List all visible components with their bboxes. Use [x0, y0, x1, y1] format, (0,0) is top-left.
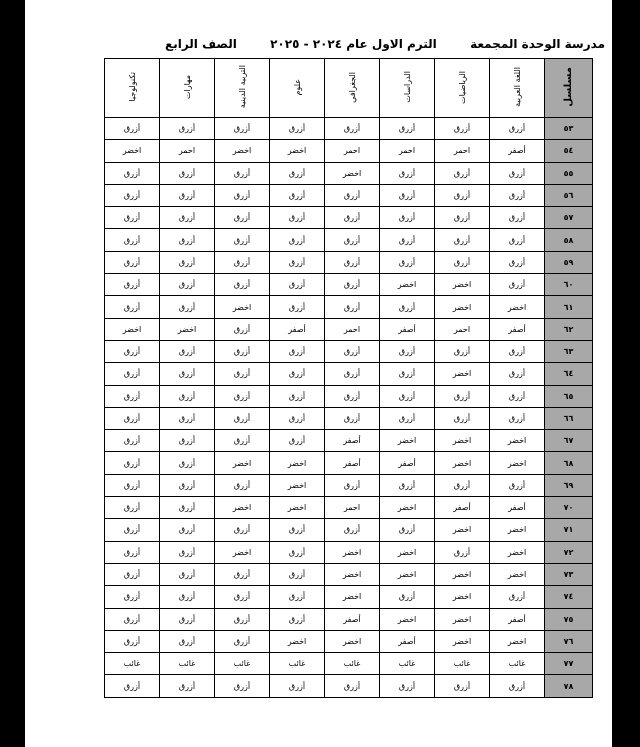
grade-cell: أزرق — [215, 363, 270, 385]
table-row — [105, 229, 593, 251]
grade-cell: اخضر — [490, 519, 545, 541]
grade-cell: أزرق — [380, 675, 435, 697]
grade-cell: أزرق — [105, 497, 160, 519]
grade-cell: أزرق — [490, 407, 545, 429]
table-row — [105, 296, 593, 318]
grade-cell: أزرق — [160, 385, 215, 407]
grade-cell: أزرق — [325, 407, 380, 429]
grade-cell: أزرق — [380, 474, 435, 496]
grade-cell: احمر — [435, 140, 490, 162]
grade-cell: اخضر — [380, 274, 435, 296]
grade-cell: غائب — [380, 653, 435, 675]
grade-cell: أزرق — [435, 162, 490, 184]
grade-cell: أزرق — [215, 318, 270, 340]
table-row — [105, 162, 593, 184]
grade-cell: أزرق — [270, 118, 325, 140]
grade-cell: أزرق — [215, 340, 270, 362]
grade-cell: أزرق — [380, 363, 435, 385]
grade-cell: اخضر — [490, 296, 545, 318]
grade-cell: اخضر — [325, 162, 380, 184]
column-header-label: مهارات — [182, 74, 192, 100]
grade-cell: اخضر — [215, 452, 270, 474]
grade-cell: أصفر — [435, 497, 490, 519]
table-row — [105, 140, 593, 162]
grade-cell: أزرق — [435, 541, 490, 563]
grade-cell: احمر — [380, 140, 435, 162]
serial-cell: ٦٥ — [545, 385, 593, 407]
grade-cell: اخضر — [435, 274, 490, 296]
grade-cell: غائب — [105, 653, 160, 675]
grade-cell: اخضر — [435, 630, 490, 652]
grade-cell: أزرق — [160, 563, 215, 585]
grade-cell: اخضر — [435, 586, 490, 608]
serial-cell: ٥٤ — [545, 140, 593, 162]
grade-cell: أزرق — [105, 118, 160, 140]
table-row — [105, 118, 593, 140]
table-row — [105, 207, 593, 229]
grade-cell: أزرق — [105, 608, 160, 630]
grade-cell: اخضر — [490, 541, 545, 563]
grade-cell: أزرق — [490, 229, 545, 251]
grade-cell: احمر — [435, 318, 490, 340]
grade-label: الصف الرابع — [165, 37, 237, 51]
grade-cell: اخضر — [270, 474, 325, 496]
grade-cell: أصفر — [380, 452, 435, 474]
grade-cell: أزرق — [105, 274, 160, 296]
grade-cell: اخضر — [435, 563, 490, 585]
grade-cell: أزرق — [105, 363, 160, 385]
grade-cell: أزرق — [380, 296, 435, 318]
column-header — [105, 59, 160, 118]
column-header — [380, 59, 435, 118]
grade-cell: أزرق — [215, 608, 270, 630]
grade-cell: أزرق — [435, 407, 490, 429]
serial-cell: ٧٣ — [545, 563, 593, 585]
grade-cell: اخضر — [380, 497, 435, 519]
grade-cell: أزرق — [325, 675, 380, 697]
column-header — [435, 59, 490, 118]
grade-cell: أزرق — [160, 184, 215, 206]
grade-cell: غائب — [215, 653, 270, 675]
grade-cell: أزرق — [270, 184, 325, 206]
column-header — [160, 59, 215, 118]
table-row — [105, 251, 593, 273]
grade-cell: أزرق — [215, 474, 270, 496]
column-header — [270, 59, 325, 118]
term-label: الترم الاول عام ٢٠٢٤ - ٢٠٢٥ — [270, 37, 437, 51]
grade-cell: أزرق — [435, 251, 490, 273]
grade-cell: أزرق — [325, 340, 380, 362]
grade-cell: أصفر — [325, 452, 380, 474]
serial-cell: ٦٤ — [545, 363, 593, 385]
serial-cell: ٥٦ — [545, 184, 593, 206]
grade-cell: أزرق — [105, 162, 160, 184]
grade-cell: أصفر — [270, 318, 325, 340]
grade-cell: أزرق — [490, 340, 545, 362]
grade-cell: أزرق — [105, 296, 160, 318]
grade-cell: أزرق — [160, 586, 215, 608]
grade-cell: أزرق — [325, 296, 380, 318]
grade-cell: أزرق — [160, 207, 215, 229]
grade-cell: أزرق — [380, 407, 435, 429]
grade-cell: أزرق — [380, 207, 435, 229]
grade-cell: أزرق — [325, 251, 380, 273]
grade-cell: أزرق — [325, 385, 380, 407]
grade-cell: أزرق — [435, 385, 490, 407]
grade-cell: غائب — [435, 653, 490, 675]
serial-cell: ٥٣ — [545, 118, 593, 140]
grade-cell: أزرق — [270, 251, 325, 273]
grade-cell: أزرق — [160, 430, 215, 452]
table-row — [105, 274, 593, 296]
grade-cell: اخضر — [435, 430, 490, 452]
serial-cell: ٦١ — [545, 296, 593, 318]
grade-cell: اخضر — [215, 140, 270, 162]
grade-cell: أزرق — [325, 519, 380, 541]
grade-cell: أزرق — [160, 407, 215, 429]
column-header — [490, 59, 545, 118]
grade-cell: اخضر — [270, 452, 325, 474]
column-header-label: التربية الدينية — [237, 65, 247, 109]
table-row — [105, 541, 593, 563]
table-row — [105, 340, 593, 362]
grade-cell: أزرق — [270, 340, 325, 362]
grades-table — [104, 58, 593, 698]
grade-cell: اخضر — [435, 363, 490, 385]
table-row — [105, 184, 593, 206]
grade-cell: أزرق — [380, 385, 435, 407]
grade-cell: اخضر — [490, 430, 545, 452]
grade-cell: غائب — [160, 653, 215, 675]
grade-cell: أزرق — [160, 541, 215, 563]
grade-cell: أزرق — [270, 586, 325, 608]
grade-cell: أزرق — [435, 675, 490, 697]
grade-cell: أزرق — [105, 385, 160, 407]
table-row — [105, 318, 593, 340]
grade-cell: أزرق — [490, 586, 545, 608]
grade-cell: اخضر — [325, 563, 380, 585]
grade-cell: أزرق — [105, 229, 160, 251]
column-header — [545, 59, 593, 118]
grade-cell: أزرق — [270, 675, 325, 697]
grade-cell: اخضر — [325, 586, 380, 608]
serial-cell: ٥٩ — [545, 251, 593, 273]
grade-cell: اخضر — [490, 452, 545, 474]
grade-cell: أزرق — [270, 162, 325, 184]
grade-cell: اخضر — [215, 296, 270, 318]
grade-cell: أزرق — [270, 229, 325, 251]
table-header-row — [105, 59, 593, 118]
grade-cell: أزرق — [490, 675, 545, 697]
grade-cell: أزرق — [215, 118, 270, 140]
serial-cell: ٧٨ — [545, 675, 593, 697]
grade-cell: أزرق — [105, 407, 160, 429]
grade-cell: اخضر — [380, 541, 435, 563]
grade-cell: أزرق — [490, 162, 545, 184]
grade-cell: أزرق — [105, 586, 160, 608]
table-row — [105, 363, 593, 385]
grade-cell: اخضر — [435, 608, 490, 630]
serial-cell: ٧٠ — [545, 497, 593, 519]
grade-cell: أزرق — [160, 497, 215, 519]
grade-cell: اخضر — [435, 296, 490, 318]
grade-cell: اخضر — [435, 452, 490, 474]
grade-cell: أزرق — [215, 184, 270, 206]
grade-cell: أزرق — [105, 207, 160, 229]
grade-cell: أزرق — [160, 608, 215, 630]
serial-cell: ٦٣ — [545, 340, 593, 362]
grade-cell: احمر — [160, 140, 215, 162]
grade-cell: أزرق — [160, 452, 215, 474]
grade-cell: أزرق — [380, 184, 435, 206]
table-row — [105, 474, 593, 496]
grade-cell: اخضر — [380, 563, 435, 585]
serial-cell: ٦٩ — [545, 474, 593, 496]
grade-cell: اخضر — [270, 497, 325, 519]
grade-cell: أزرق — [380, 229, 435, 251]
grade-cell: اخضر — [215, 541, 270, 563]
grade-cell: اخضر — [435, 519, 490, 541]
grade-cell: أزرق — [380, 118, 435, 140]
grade-cell: اخضر — [325, 630, 380, 652]
table-row — [105, 407, 593, 429]
grade-cell: أزرق — [325, 229, 380, 251]
grade-cell: أزرق — [380, 586, 435, 608]
table-row — [105, 385, 593, 407]
grade-cell: أزرق — [490, 184, 545, 206]
grade-cell: اخضر — [215, 497, 270, 519]
grade-cell: أزرق — [160, 474, 215, 496]
grade-cell: أزرق — [270, 563, 325, 585]
grade-cell: أزرق — [325, 118, 380, 140]
grade-cell: أزرق — [215, 630, 270, 652]
grade-cell: أزرق — [215, 563, 270, 585]
grade-cell: أزرق — [105, 474, 160, 496]
grade-cell: أزرق — [105, 430, 160, 452]
grade-cell: أصفر — [490, 318, 545, 340]
grade-cell: أصفر — [380, 630, 435, 652]
serial-cell: ٧٤ — [545, 586, 593, 608]
grade-cell: أزرق — [270, 274, 325, 296]
grade-cell: أزرق — [160, 274, 215, 296]
table-row — [105, 586, 593, 608]
grade-cell: احمر — [325, 497, 380, 519]
column-header — [325, 59, 380, 118]
column-header-label: اللغة العربية — [512, 67, 522, 107]
grade-cell: أزرق — [325, 207, 380, 229]
grade-cell: أزرق — [270, 541, 325, 563]
grade-cell: احمر — [325, 318, 380, 340]
grade-cell: أزرق — [215, 251, 270, 273]
grade-cell: أزرق — [105, 541, 160, 563]
grade-cell: اخضر — [490, 630, 545, 652]
grade-cell: احمر — [325, 140, 380, 162]
grade-cell: أزرق — [490, 274, 545, 296]
grade-cell: أزرق — [215, 274, 270, 296]
grade-cell: أزرق — [435, 184, 490, 206]
grade-cell: أزرق — [380, 340, 435, 362]
grade-cell: أزرق — [160, 340, 215, 362]
grade-cell: أزرق — [270, 296, 325, 318]
grade-cell: اخضر — [325, 541, 380, 563]
grade-cell: أزرق — [325, 274, 380, 296]
grade-cell: اخضر — [380, 608, 435, 630]
grade-cell: أزرق — [490, 385, 545, 407]
serial-cell: ٥٧ — [545, 207, 593, 229]
serial-cell: ٧٦ — [545, 630, 593, 652]
grade-cell: أزرق — [160, 675, 215, 697]
grade-cell: أزرق — [215, 430, 270, 452]
table-body — [105, 118, 593, 698]
grade-cell: أزرق — [435, 118, 490, 140]
grade-cell: اخضر — [105, 140, 160, 162]
serial-cell: ٥٨ — [545, 229, 593, 251]
column-header-label: الدراسات — [402, 71, 412, 103]
serial-cell: ٦٢ — [545, 318, 593, 340]
grade-cell: أزرق — [215, 519, 270, 541]
grade-cell: أزرق — [490, 474, 545, 496]
column-header-label: علوم — [292, 78, 302, 96]
grade-cell: أزرق — [270, 207, 325, 229]
grade-cell: أزرق — [215, 407, 270, 429]
grade-cell: اخضر — [160, 318, 215, 340]
serial-cell: ٧٧ — [545, 653, 593, 675]
grade-cell: أصفر — [490, 608, 545, 630]
column-header-label: تكنولوجيا — [127, 72, 137, 102]
column-header-label: الرياضيات — [457, 70, 467, 104]
grade-cell: أزرق — [380, 162, 435, 184]
column-header — [215, 59, 270, 118]
grade-cell: اخضر — [270, 630, 325, 652]
grade-cell: أزرق — [105, 675, 160, 697]
grade-cell: أزرق — [270, 430, 325, 452]
grade-cell: أزرق — [215, 207, 270, 229]
grade-cell: أزرق — [490, 363, 545, 385]
grade-cell: أزرق — [435, 207, 490, 229]
serial-cell: ٦٨ — [545, 452, 593, 474]
serial-cell: ٦٧ — [545, 430, 593, 452]
grade-cell: أزرق — [325, 184, 380, 206]
grade-cell: أزرق — [215, 162, 270, 184]
grade-cell: اخضر — [380, 430, 435, 452]
grade-cell: أزرق — [105, 251, 160, 273]
page-heading — [165, 33, 605, 55]
table-row — [105, 630, 593, 652]
serial-cell: ٧٥ — [545, 608, 593, 630]
serial-cell: ٧١ — [545, 519, 593, 541]
grade-cell: أزرق — [105, 184, 160, 206]
grade-cell: أزرق — [160, 118, 215, 140]
serial-cell: ٦٠ — [545, 274, 593, 296]
grade-cell: أزرق — [160, 363, 215, 385]
table-row — [105, 519, 593, 541]
grade-cell: أزرق — [270, 519, 325, 541]
grade-cell: أزرق — [105, 563, 160, 585]
grade-cell: أزرق — [215, 385, 270, 407]
grade-cell: اخضر — [270, 140, 325, 162]
grade-cell: أزرق — [160, 519, 215, 541]
table-row — [105, 452, 593, 474]
table-row — [105, 675, 593, 697]
grade-cell: أزرق — [160, 296, 215, 318]
grade-cell: أزرق — [160, 229, 215, 251]
table-row — [105, 430, 593, 452]
grade-cell: أزرق — [215, 229, 270, 251]
grade-cell: أزرق — [270, 407, 325, 429]
grade-cell: أزرق — [160, 251, 215, 273]
grade-cell: أصفر — [325, 608, 380, 630]
grade-cell: أزرق — [325, 474, 380, 496]
grade-cell: أزرق — [325, 363, 380, 385]
grade-cell: أزرق — [380, 519, 435, 541]
serial-cell: ٦٦ — [545, 407, 593, 429]
table-row — [105, 563, 593, 585]
grade-cell: أصفر — [325, 430, 380, 452]
grade-cell: أزرق — [490, 207, 545, 229]
grade-cell: أزرق — [270, 363, 325, 385]
grade-cell: اخضر — [490, 563, 545, 585]
column-header-label: الجغرافي — [347, 71, 357, 103]
grade-cell: أزرق — [105, 340, 160, 362]
grade-cell: غائب — [490, 653, 545, 675]
school-name: مدرسة الوحدة المجمعة — [470, 37, 605, 51]
grade-cell: أزرق — [435, 229, 490, 251]
grade-cell: أزرق — [490, 251, 545, 273]
grade-cell: أصفر — [380, 318, 435, 340]
serial-cell: ٥٥ — [545, 162, 593, 184]
grade-cell: أصفر — [490, 140, 545, 162]
grade-cell: أزرق — [105, 452, 160, 474]
grade-cell: أزرق — [435, 474, 490, 496]
grade-cell: اخضر — [105, 318, 160, 340]
grade-cell: أزرق — [215, 675, 270, 697]
grade-cell: أزرق — [105, 519, 160, 541]
serial-cell: ٧٢ — [545, 541, 593, 563]
grade-cell: غائب — [270, 653, 325, 675]
grade-cell: أزرق — [270, 385, 325, 407]
table-row — [105, 608, 593, 630]
grade-cell: أزرق — [435, 340, 490, 362]
grade-cell: أزرق — [105, 630, 160, 652]
grade-cell: أزرق — [270, 608, 325, 630]
column-header-label: مسلسل — [563, 67, 574, 107]
grade-cell: غائب — [325, 653, 380, 675]
grade-cell: أزرق — [380, 251, 435, 273]
table-row — [105, 497, 593, 519]
table-row — [105, 653, 593, 675]
grade-cell: أزرق — [490, 118, 545, 140]
grade-cell: أزرق — [160, 630, 215, 652]
grade-cell: أزرق — [215, 586, 270, 608]
grade-cell: أزرق — [160, 162, 215, 184]
grade-cell: أصفر — [490, 497, 545, 519]
